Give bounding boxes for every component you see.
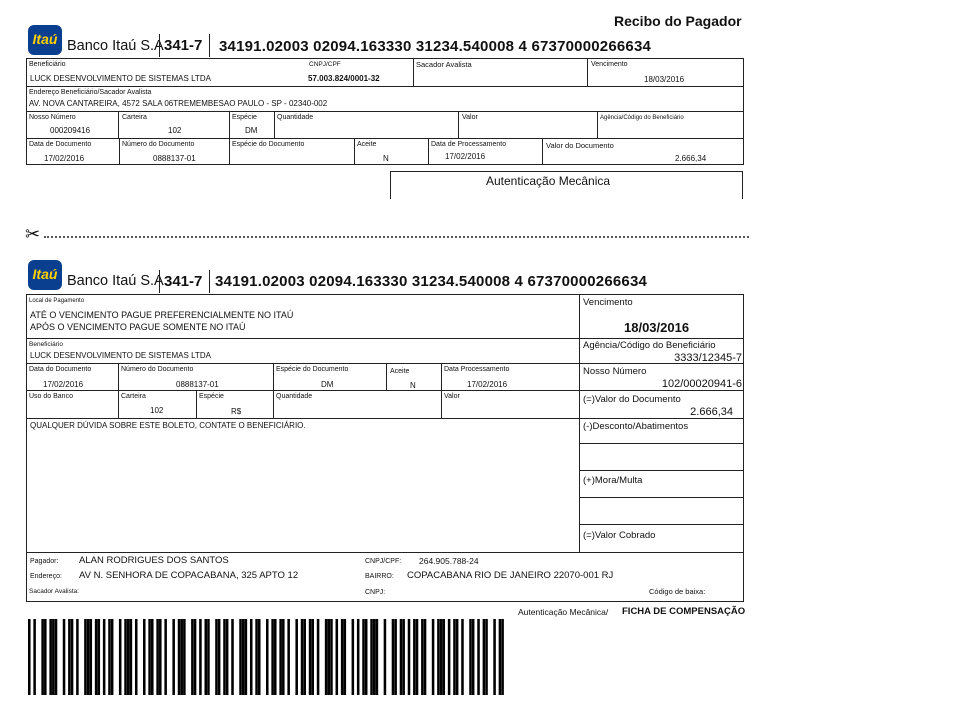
barcode-bar <box>84 619 87 695</box>
valor-label: Valor <box>462 114 478 121</box>
barcode-bar <box>376 619 379 695</box>
barcode-bar <box>287 619 290 695</box>
receipt-title: Recibo do Pagador <box>614 13 742 29</box>
barcode-bar <box>68 619 71 695</box>
local-label: Local de Pagamento <box>29 298 85 304</box>
barcode-bar <box>148 619 151 695</box>
quantidade-label-slip: Quantidade <box>276 393 313 400</box>
barcode-bar <box>295 619 298 695</box>
digitable-line-slip: 34191.02003 02094.163330 31234.540008 4 67370000266634 <box>215 273 648 290</box>
barcode-bar <box>87 619 90 695</box>
valor-doc-value: 2.666,34 <box>675 154 707 163</box>
agencia-value-slip: 3333/12345-7 <box>674 352 742 364</box>
barcode-bar <box>493 619 496 695</box>
barcode-bar <box>108 619 111 695</box>
local-line1: ATÉ O VENCIMENTO PAGUE PREFERENCIALMENTE NO ITAÚ <box>30 310 294 320</box>
barcode-bar <box>456 619 459 695</box>
barcode-bar <box>266 619 269 695</box>
barcode-bar <box>119 619 122 695</box>
carteira-value-slip: 102 <box>150 406 164 415</box>
numero-doc-value-slip: 0888137-01 <box>176 380 219 389</box>
endereco-value: AV. NOVA CANTAREIRA, 4572 SALA 06TREMEMBESAO PAULO - SP - 02340-002 <box>29 99 328 108</box>
numero-doc-label: Número do Documento <box>122 141 195 148</box>
barcode-bar <box>223 619 226 695</box>
cnpj-label: CNPJ/CPF <box>309 61 341 68</box>
barcode-bar <box>437 619 440 695</box>
barcode-bar <box>341 619 344 695</box>
barcode-bar <box>135 619 138 695</box>
barcode-bar <box>472 619 475 695</box>
barcode-bar <box>469 619 472 695</box>
barcode-bar <box>309 619 312 695</box>
barcode-bar <box>33 619 36 695</box>
barcode-bar <box>204 619 207 695</box>
barcode-bar <box>71 619 74 695</box>
carteira-label-slip: Carteira <box>121 393 146 400</box>
especie-label-slip: Espécie <box>199 393 224 400</box>
cnpj-label-slip: CNPJ: <box>365 589 386 596</box>
barcode-bar <box>501 619 504 695</box>
barcode-bar <box>402 619 405 695</box>
barcode-bar <box>183 619 186 695</box>
barcode-bar <box>159 619 162 695</box>
mora-label: (+)Mora/Multa <box>583 475 643 486</box>
nosso-numero-value-slip: 102/00020941-6 <box>661 378 742 390</box>
barcode-bar <box>440 619 443 695</box>
nosso-numero-label-slip: Nosso Número <box>583 366 647 377</box>
barcode-bar <box>143 619 146 695</box>
barcode-bar <box>231 619 234 695</box>
barcode-bar <box>384 619 387 695</box>
barcode-bar <box>95 619 98 695</box>
barcode-bar <box>49 619 52 695</box>
beneficiario-value-slip: LUCK DESENVOLVIMENTO DE SISTEMAS LTDA <box>30 351 211 360</box>
carteira-label: Carteira <box>122 114 147 121</box>
barcode-bar <box>124 619 127 695</box>
barcode-bar <box>103 619 106 695</box>
uso-banco-label: Uso do Banco <box>29 393 73 400</box>
barcode-bar <box>421 619 424 695</box>
barcode-bar <box>255 619 258 695</box>
scissors-icon: ✂ <box>25 224 41 244</box>
barcode-bar <box>394 619 397 695</box>
barcode-bar <box>156 619 159 695</box>
barcode-bar <box>245 619 248 695</box>
data-doc-value-slip: 17/02/2016 <box>43 380 84 389</box>
barcode-bar <box>400 619 403 695</box>
barcode-bar <box>258 619 261 695</box>
barcode-bar <box>413 619 416 695</box>
data-proc-value-slip: 17/02/2016 <box>467 380 508 389</box>
numero-doc-value: 0888137-01 <box>153 154 196 163</box>
agencia-label: Agência/Código do Beneficiário <box>600 115 684 121</box>
sacador-label: Sacador Avalista <box>416 60 472 69</box>
barcode-bar <box>239 619 242 695</box>
barcode-bar <box>370 619 373 695</box>
cnpj-value: 57.003.824/0001-32 <box>308 74 380 83</box>
vencimento-label-slip: Vencimento <box>583 297 633 308</box>
barcode-bar <box>303 619 306 695</box>
desconto-label: (-)Desconto/Abatimentos <box>583 421 689 432</box>
itau-logo <box>28 25 62 55</box>
aceite-value-slip: N <box>410 381 416 390</box>
barcode-bar <box>432 619 435 695</box>
especie-doc-label-slip: Espécie do Documento <box>276 366 349 373</box>
barcode-bar <box>416 619 419 695</box>
barcode-bar <box>180 619 183 695</box>
ficha-compensacao: FICHA DE COMPENSAÇÃO <box>622 606 746 617</box>
barcode-bar <box>279 619 282 695</box>
barcode-bar <box>477 619 480 695</box>
carteira-value: 102 <box>168 126 182 135</box>
especie-label: Espécie <box>232 114 257 121</box>
bank-name-slip: Banco Itaú S.A <box>67 273 164 289</box>
valor-doc-label: Valor do Documento <box>546 141 614 150</box>
data-proc-value: 17/02/2016 <box>445 152 486 161</box>
pagador-cpf-label: CNPJ/CPF: <box>365 558 402 565</box>
bank-code-slip: 341-7 <box>164 273 203 290</box>
data-doc-label-slip: Data do Documento <box>29 366 92 373</box>
cobrado-label: (=)Valor Cobrado <box>583 530 656 541</box>
barcode-bar <box>250 619 253 695</box>
barcode-bar <box>178 619 181 695</box>
barcode-bar <box>207 619 210 695</box>
barcode-bar <box>365 619 368 695</box>
barcode-bar <box>311 619 314 695</box>
barcode-bar <box>41 619 44 695</box>
itau-logo-slip <box>28 260 62 290</box>
nosso-numero-label: Nosso Número <box>29 114 76 121</box>
barcode-bar <box>362 619 365 695</box>
barcode-bar <box>242 619 245 695</box>
data-doc-value: 17/02/2016 <box>44 154 85 163</box>
bairro-value: COPACABANA RIO DE JANEIRO 22070-001 RJ <box>407 570 614 581</box>
local-line2: APÓS O VENCIMENTO PAGUE SOMENTE NO ITAÚ <box>30 322 246 332</box>
barcode-bar <box>52 619 55 695</box>
bairro-label: BAIRRO: <box>365 573 394 580</box>
barcode-bar <box>357 619 360 695</box>
barcode-bar <box>151 619 154 695</box>
barcode-bar <box>499 619 502 695</box>
barcode-bar <box>191 619 194 695</box>
vencimento-value: 18/03/2016 <box>644 75 685 84</box>
pagador-label: Pagador: <box>30 558 59 565</box>
especie-value: DM <box>245 126 258 135</box>
barcode-bar <box>301 619 304 695</box>
endereco-label-slip: Endereço: <box>30 573 62 580</box>
valor-label-slip: Valor <box>444 393 460 400</box>
digitable-line: 34191.02003 02094.163330 31234.540008 4 67370000266634 <box>219 38 652 55</box>
barcode-bar <box>194 619 197 695</box>
barcode-bar <box>98 619 101 695</box>
numero-doc-label-slip: Número do Documento <box>121 366 194 373</box>
pagador-cpf-value: 264.905.788-24 <box>419 556 479 566</box>
bank-name: Banco Itaú S.A <box>67 38 164 54</box>
barcode-bar <box>408 619 411 695</box>
logo-text: Itaú <box>32 31 58 47</box>
barcode-bar <box>453 619 456 695</box>
especie-value-slip: R$ <box>231 407 242 416</box>
aceite-value: N <box>383 154 389 163</box>
barcode <box>28 619 504 695</box>
barcode-bar <box>130 619 133 695</box>
pagador-value: ALAN RODRIGUES DOS SANTOS <box>79 555 229 566</box>
especie-doc-label: Espécie do Documento <box>232 141 305 148</box>
barcode-bar <box>199 619 202 695</box>
aceite-label-slip: Aceite <box>390 368 410 375</box>
barcode-bar <box>172 619 175 695</box>
barcode-bar <box>215 619 218 695</box>
data-doc-label: Data de Documento <box>29 141 92 148</box>
agencia-label-slip: Agência/Código do Beneficiário <box>583 340 716 351</box>
barcode-bar <box>461 619 464 695</box>
barcode-bar <box>28 619 31 695</box>
barcode-bar <box>483 619 486 695</box>
barcode-bar <box>448 619 451 695</box>
barcode-bar <box>424 619 427 695</box>
barcode-bar <box>127 619 130 695</box>
valor-doc-value-slip: 2.666,34 <box>690 406 733 418</box>
aceite-label: Aceite <box>357 141 377 148</box>
bank-code: 341-7 <box>164 37 203 54</box>
vencimento-label: Vencimento <box>591 61 628 68</box>
barcode-bar <box>282 619 285 695</box>
beneficiario-label: Beneficiário <box>29 61 66 68</box>
barcode-bar <box>271 619 274 695</box>
endereco-value-slip: AV N. SENHORA DE COPACABANA, 325 APTO 12 <box>79 570 299 581</box>
logo-text: Itaú <box>32 266 58 282</box>
barcode-bar <box>330 619 333 695</box>
data-proc-label-slip: Data Processamento <box>444 366 510 373</box>
barcode-bar <box>55 619 58 695</box>
barcode-bar <box>63 619 66 695</box>
barcode-bar <box>274 619 277 695</box>
barcode-bar <box>218 619 221 695</box>
quantidade-label: Quantidade <box>277 114 314 121</box>
barcode-bar <box>344 619 347 695</box>
barcode-bar <box>328 619 331 695</box>
sacador-label-slip: Sacador Avalista: <box>29 588 80 595</box>
instrucoes: QUALQUER DÚVIDA SOBRE ESTE BOLETO, CONTATE O BENEFICIÁRIO. <box>30 421 306 430</box>
autenticacao-slip: Autenticação Mecânica/ <box>518 607 609 617</box>
endereco-label: Endereço Beneficiário/Sacador Avalista <box>29 89 152 96</box>
barcode-bar <box>392 619 395 695</box>
beneficiario-label-slip: Beneficiário <box>29 341 63 348</box>
barcode-bar <box>485 619 488 695</box>
barcode-bar <box>76 619 79 695</box>
nosso-numero-value: 000209416 <box>50 126 91 135</box>
vencimento-value-slip: 18/03/2016 <box>624 320 690 335</box>
valor-doc-label-slip: (=)Valor do Documento <box>583 394 681 405</box>
beneficiario-value: LUCK DESENVOLVIMENTO DE SISTEMAS LTDA <box>30 74 211 83</box>
barcode-bar <box>352 619 355 695</box>
cut-line <box>44 236 749 238</box>
barcode-bar <box>90 619 93 695</box>
barcode-bar <box>373 619 376 695</box>
barcode-bar <box>325 619 328 695</box>
barcode-bar <box>442 619 445 695</box>
data-proc-label: Data de Processamento <box>431 141 507 148</box>
barcode-bar <box>226 619 229 695</box>
barcode-bar <box>164 619 167 695</box>
barcode-bar <box>44 619 47 695</box>
barcode-bar <box>111 619 114 695</box>
codigo-baixa-label: Código de baixa: <box>649 587 706 596</box>
autenticacao-mecanica: Autenticação Mecânica <box>486 174 611 188</box>
barcode-bar <box>336 619 339 695</box>
barcode-bar <box>317 619 320 695</box>
especie-doc-value-slip: DM <box>321 380 334 389</box>
